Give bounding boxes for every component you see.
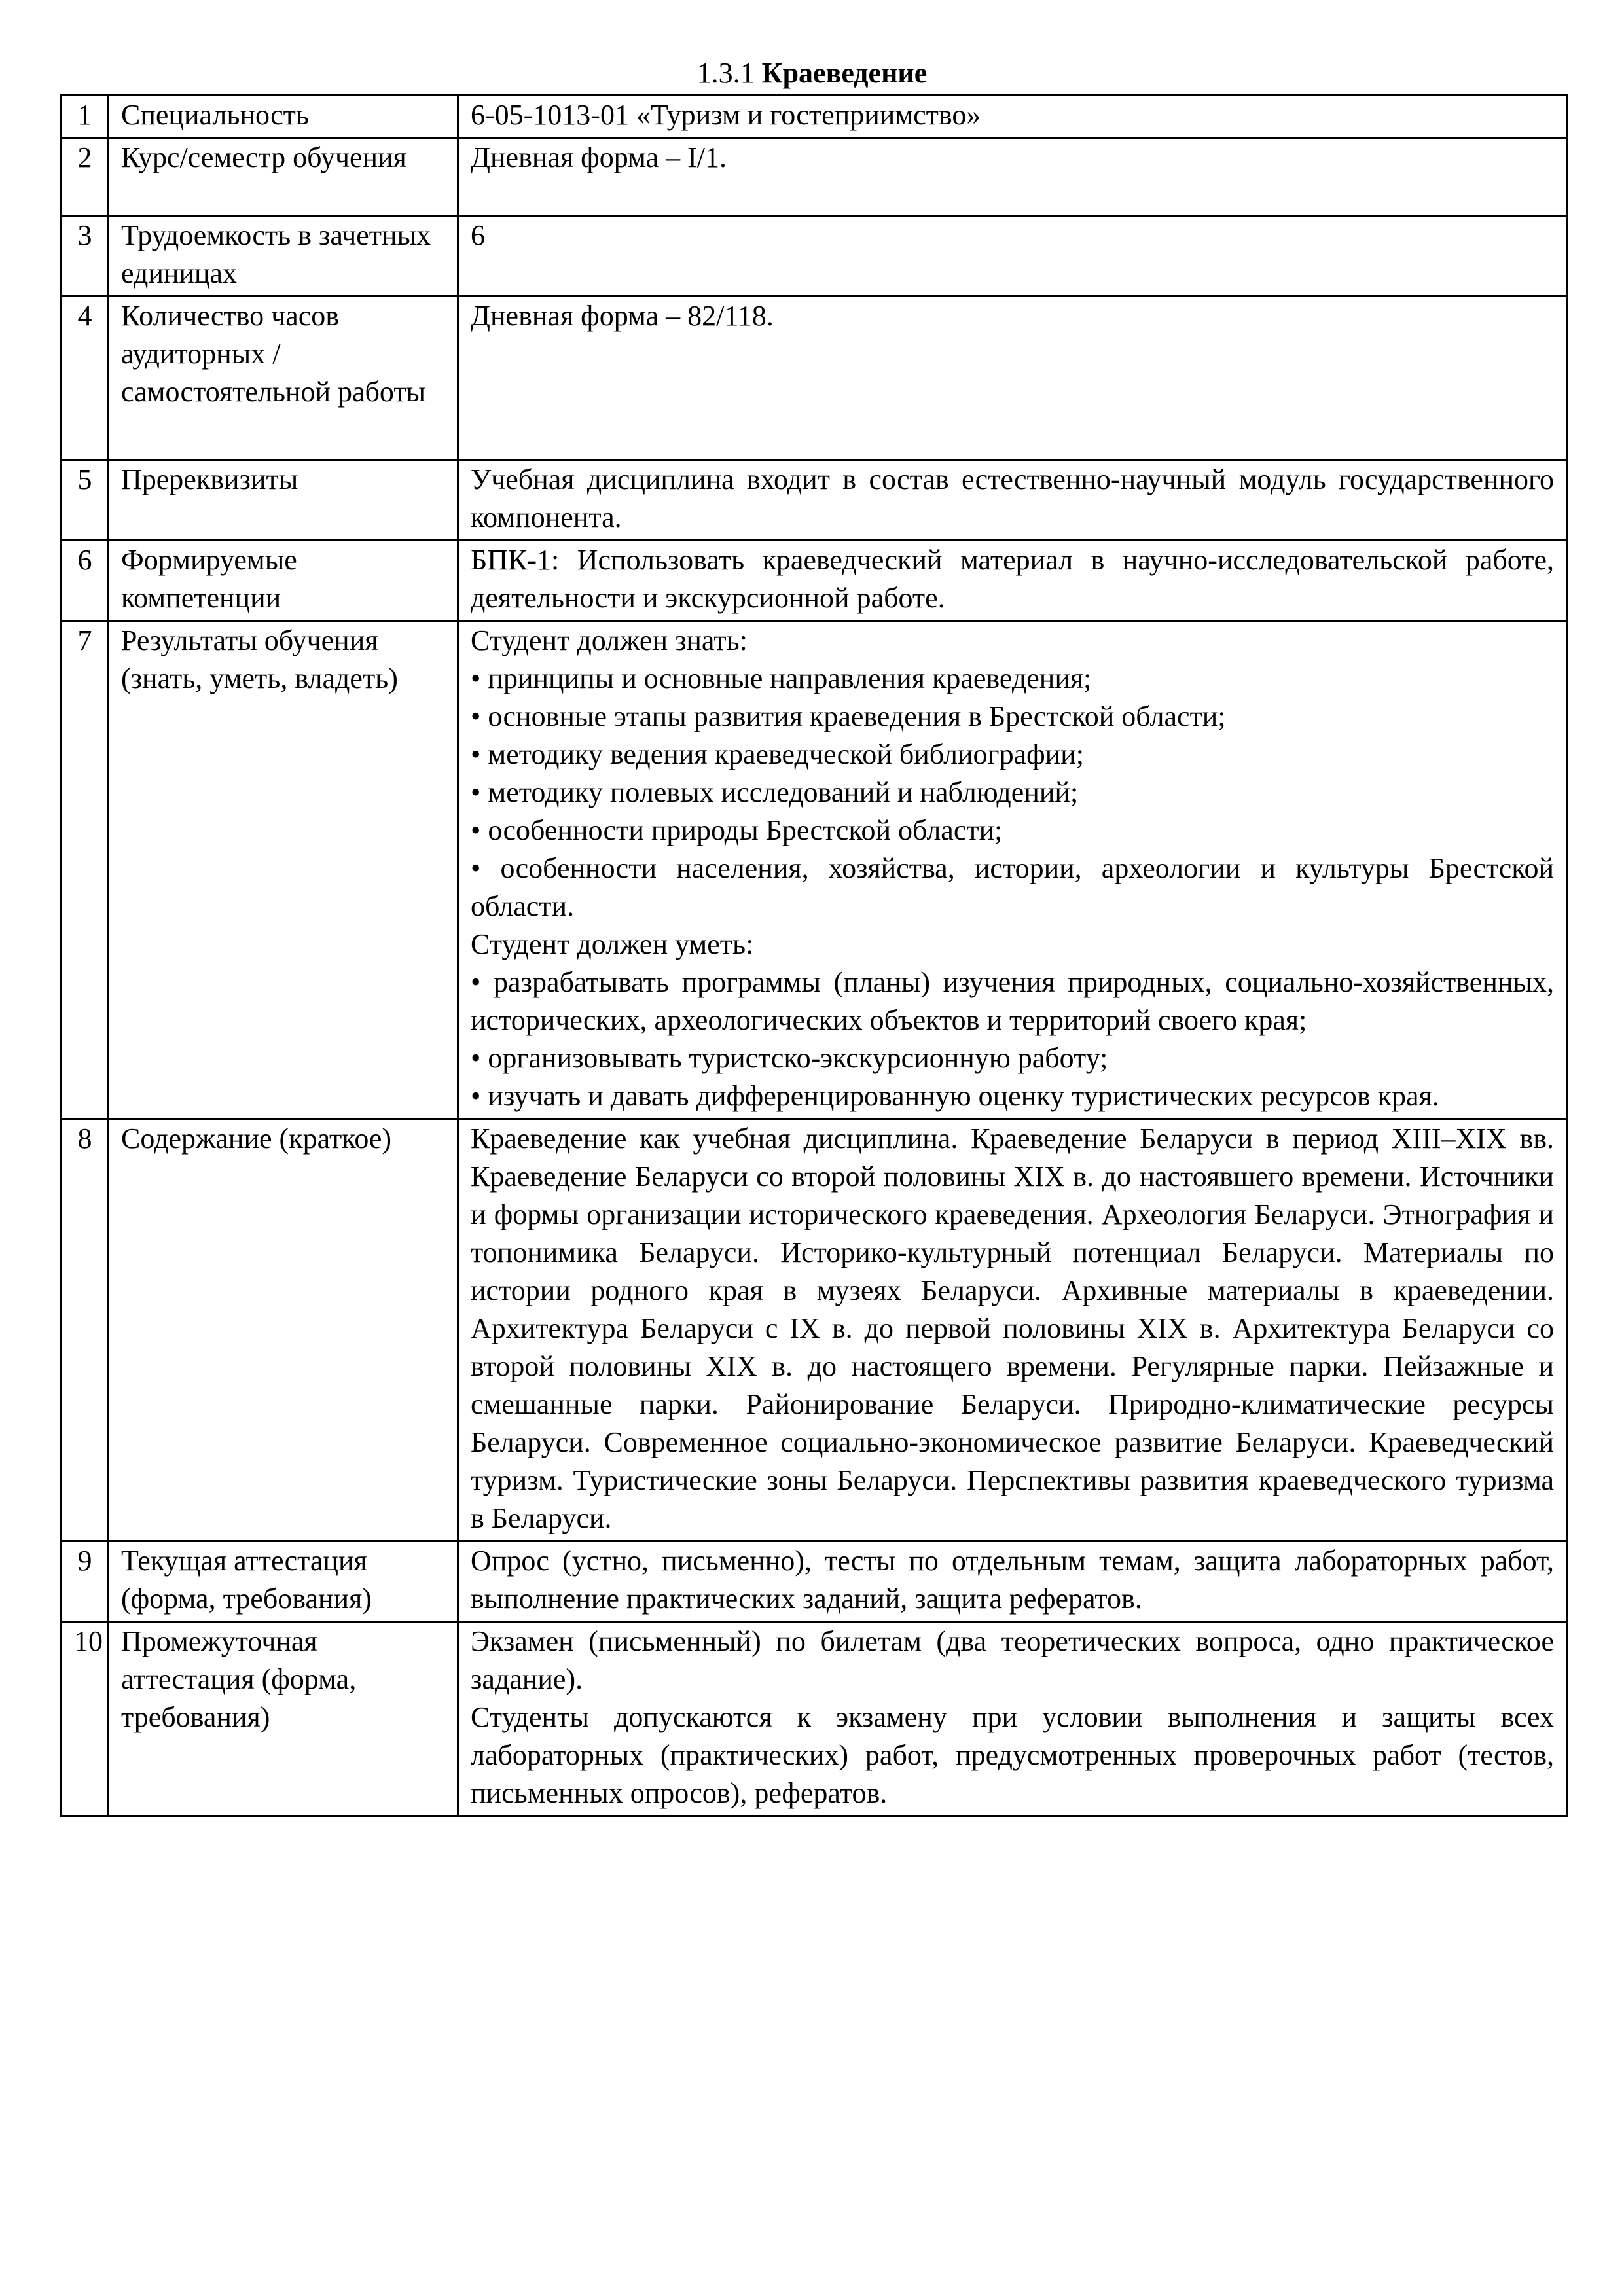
row-label: Специальность: [109, 96, 458, 138]
table-row: [62, 460, 1567, 541]
outcome-item: • основные этапы развития краеведения в Брестской области;: [471, 700, 1226, 732]
row-value: Учебная дисциплина входит в состав естественно-научный модуль государственного компонента.: [458, 460, 1567, 541]
learning-outcomes: [458, 621, 1567, 1119]
row-label: Курс/семестр обучения: [109, 138, 458, 216]
row-label: Текущая аттестация (форма, требования): [109, 1541, 458, 1622]
row-number: 10: [62, 1622, 109, 1816]
row-label: Результаты обучения (знать, уметь, владеть): [109, 621, 458, 1119]
table-row: [62, 96, 1567, 138]
table-row: [62, 216, 1567, 296]
row-number: 6: [62, 541, 109, 621]
row-value: 6-05-1013-01 «Туризм и гостеприимство»: [458, 96, 1567, 138]
row-number: 9: [62, 1541, 109, 1622]
table-row: [62, 541, 1567, 621]
row-label: Трудоемкость в зачетных единицах: [109, 216, 458, 296]
row-number: 3: [62, 216, 109, 296]
discipline-name: Краеведение: [761, 57, 928, 89]
intermediate-assessment: [458, 1622, 1567, 1816]
assessment-paragraph: Экзамен (письменный) по билетам (два теоретических вопроса, одно практическое задание).: [471, 1625, 1554, 1695]
row-value: Дневная форма – I/1.: [458, 138, 1567, 216]
course-content: Краеведение как учебная дисциплина. Краеведение Беларуси в период XIII–XIX вв. Краеведение Беларуси со второй половины XIX в. до настоявшего времени. Источники и формы организации исторического краеведения. Археология Беларуси. Этнография и топонимика Беларуси. Историко-культурный потенциал Беларуси. Материалы по истории родного края в музеях Беларуси. Архивные материалы в краеведении. Архитектура Беларуси с IX в. до первой половины XIX в. Архитектура Беларуси со второй половины XIX в. до настоящего времени. Регулярные парки. Пейзажные и смешанные парки. Районирование Беларуси. Природно-климатические ресурсы Беларуси. Современное социально-экономическое развитие Беларуси. Краеведческий туризм. Туристические зоны Беларуси. Перспективы развития краеведческого туризма в Беларуси.: [458, 1119, 1567, 1541]
table-row: [62, 138, 1567, 216]
outcomes-heading-can: Студент должен уметь:: [471, 928, 754, 960]
row-number: 1: [62, 96, 109, 138]
outcome-item: • методику полевых исследований и наблюдений;: [471, 776, 1079, 808]
row-number: 2: [62, 138, 109, 216]
row-label: Количество часов аудиторных / самостоятельной работы: [109, 296, 458, 460]
section-title: [0, 58, 1624, 89]
row-label: Пререквизиты: [109, 460, 458, 541]
row-value: Дневная форма – 82/118.: [458, 296, 1567, 460]
assessment-paragraph: Студенты допускаются к экзамену при условии выполнения и защиты всех лабораторных (практических) работ, предусмотренных проверочных работ (тестов, письменных опросов), рефератов.: [471, 1701, 1554, 1809]
row-value: 6: [458, 216, 1567, 296]
outcome-item: • разрабатывать программы (планы) изучения природных, социально-хозяйственных, исторических, археологических объектов и территорий своего края;: [471, 966, 1554, 1036]
outcome-item: • методику ведения краеведческой библиографии;: [471, 738, 1084, 770]
table-row: [62, 1541, 1567, 1622]
outcome-item: • принципы и основные направления краеведения;: [471, 662, 1092, 694]
outcome-item: • особенности населения, хозяйства, истории, археологии и культуры Брестской области.: [471, 852, 1554, 922]
table-row: [62, 621, 1567, 1119]
table-row: [62, 1119, 1567, 1541]
row-label: Промежуточная аттестация (форма, требования): [109, 1622, 458, 1816]
outcome-item: • изучать и давать дифференцированную оценку туристических ресурсов края.: [471, 1080, 1439, 1112]
section-number: 1.3.1: [696, 57, 755, 89]
row-label: Содержание (краткое): [109, 1119, 458, 1541]
row-value: Опрос (устно, письменно), тесты по отдельным темам, защита лабораторных работ, выполнение практических заданий, защита рефератов.: [458, 1541, 1567, 1622]
row-number: 4: [62, 296, 109, 460]
outcome-item: • особенности природы Брестской области;: [471, 814, 1003, 846]
row-value: БПК-1: Использовать краеведческий материал в научно-исследовательской работе, деятельности и экскурсионной работе.: [458, 541, 1567, 621]
table-row: [62, 1622, 1567, 1816]
row-label: Формируемые компетенции: [109, 541, 458, 621]
row-number: 8: [62, 1119, 109, 1541]
row-number: 5: [62, 460, 109, 541]
discipline-card-table: [60, 94, 1568, 1817]
row-number: 7: [62, 621, 109, 1119]
outcomes-heading-know: Студент должен знать:: [471, 624, 748, 656]
outcome-item: • организовывать туристско-экскурсионную работу;: [471, 1042, 1108, 1074]
table-row: [62, 296, 1567, 460]
